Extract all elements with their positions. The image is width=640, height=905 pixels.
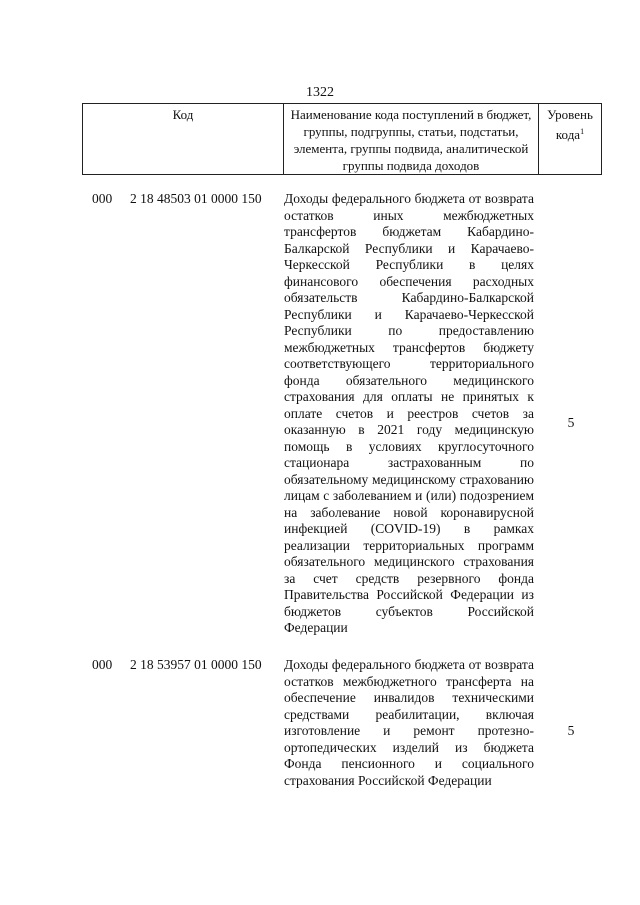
footnote-marker: 1 (580, 127, 585, 136)
header-level-label: Уровень кода (547, 107, 593, 142)
code-level: 5 (567, 723, 575, 738)
header-table (82, 103, 602, 175)
code-level: 5 (567, 415, 575, 430)
header-row (83, 104, 602, 175)
header-code: Код (83, 104, 284, 175)
admin-code: 000 (92, 657, 113, 672)
header-level (539, 104, 602, 175)
page-number: 1322 (306, 85, 334, 100)
admin-code: 000 (92, 191, 113, 206)
revenue-code: 2 18 53957 01 0000 150 (130, 657, 262, 672)
revenue-name: Доходы федерального бюджета от возврата остатков иных межбюджетных трансфертов бюджетам Кабардино-Балкарской Республики и Карачаево-Черкесской Республики в целях финансового обеспечения расходных обязательств Кабардино-Балкарской Республики и Карачаево-Черкесской Республики по предоставлению межбюджетных трансфертов бюджету соответствующего территориального фонда обязательного медицинского страхования для оплаты не принятых к оплате счетов и реестров счетов за оказанную в 2021 году медицинскую помощь в условиях круглосуточного стационара застрахованным по обязательному медицинскому страхованию лицам с заболеванием и (или) подозрением на заболевание новой коронавирусной инфекцией (COVID-19) в рамках реализации территориальных программ обязательного медицинского страхования за счет средств резервного фонда Правительства Российской Федерации из бюджетов субъектов Российской Федерации (284, 191, 534, 635)
revenue-name: Доходы федерального бюджета от возврата остатков межбюджетного трансферта на обеспечение инвалидов техническими средствами реабилитации, включая изготовление и ремонт протезно-ортопедических изделий из бюджета Фонда пенсионного и социального страхования Российской Федерации (284, 657, 534, 788)
revenue-code: 2 18 48503 01 0000 150 (130, 191, 262, 206)
header-name: Наименование кода поступлений в бюджет, группы, подгруппы, статьи, подстатьи, элемента, группы подвида, аналитической группы подвида доходов (284, 104, 539, 175)
